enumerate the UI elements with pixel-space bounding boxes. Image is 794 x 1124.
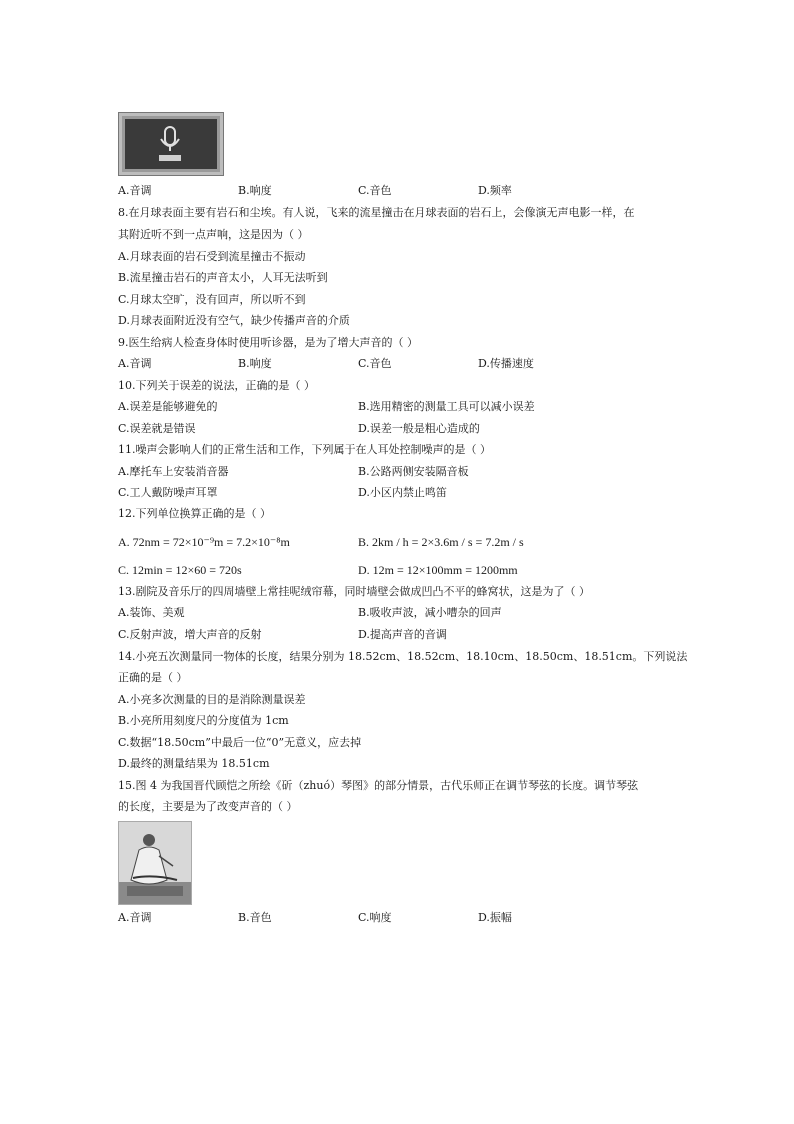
q7-option-b[interactable]: B.响度 <box>238 184 272 197</box>
q14-stem-line2: 正确的是（ ） <box>118 671 188 684</box>
q14-stem-line1: 14.小亮五次测量同一物体的长度，结果分别为 18.52cm、18.52cm、18.10cm、18.50cm、18.51cm。下列说法 <box>118 650 688 663</box>
microphone-icon <box>119 113 223 175</box>
q9-option-a[interactable]: A.音调 <box>118 357 152 370</box>
q15-option-d[interactable]: D.振幅 <box>478 911 512 924</box>
q9-option-b[interactable]: B.响度 <box>238 357 272 370</box>
q11-option-c[interactable]: C.工人戴防噪声耳罩 <box>118 486 218 499</box>
q13-option-d[interactable]: D.提高声音的音调 <box>358 628 447 641</box>
q10-option-c[interactable]: C.误差就是错误 <box>118 422 196 435</box>
q8-stem-line1: 8.在月球表面主要有岩石和尘埃。有人说，飞来的流星撞击在月球表面的岩石上，会像演无声电影一样，在 <box>118 206 635 219</box>
q11-option-d[interactable]: D.小区内禁止鸣笛 <box>358 486 447 499</box>
q10-option-b[interactable]: B.选用精密的测量工具可以减小误差 <box>358 400 535 413</box>
q7-option-c[interactable]: C.音色 <box>358 184 392 197</box>
q15-stem-line2: 的长度，主要是为了改变声音的（ ） <box>118 800 298 813</box>
q15-option-c[interactable]: C.响度 <box>358 911 392 924</box>
q13-option-a[interactable]: A.装饰、美观 <box>118 606 185 619</box>
q8-option-d[interactable]: D.月球表面附近没有空气，缺少传播声音的介质 <box>118 314 350 327</box>
q8-stem-line2: 其附近听不到一点声响，这是因为（ ） <box>118 228 309 241</box>
q9-stem: 9.医生给病人检查身体时使用听诊器，是为了增大声音的（ ） <box>118 336 418 349</box>
q12-option-a[interactable]: A. 72nm = 72×10⁻⁹m = 7.2×10⁻⁸m <box>118 535 290 549</box>
q14-option-d[interactable]: D.最终的测量结果为 18.51cm <box>118 757 270 770</box>
q11-option-b[interactable]: B.公路两侧安装隔音板 <box>358 465 469 478</box>
q12-stem: 12.下列单位换算正确的是（ ） <box>118 507 271 520</box>
q13-option-c[interactable]: C.反射声波，增大声音的反射 <box>118 628 262 641</box>
q8-option-a[interactable]: A.月球表面的岩石受到流星撞击不振动 <box>118 250 306 263</box>
q15-option-b[interactable]: B.音色 <box>238 911 272 924</box>
q12-option-b[interactable]: B. 2km / h = 2×3.6m / s = 7.2m / s <box>358 535 524 549</box>
q14-option-a[interactable]: A.小亮多次测量的目的是消除测量误差 <box>118 693 306 706</box>
q7-option-d[interactable]: D.频率 <box>478 184 512 197</box>
zhuoqin-painting-photo <box>118 821 192 905</box>
q13-option-b[interactable]: B.吸收声波，减小嘈杂的回声 <box>358 606 502 619</box>
q15-stem-line1: 15.图 4 为我国晋代顾恺之所绘《斫（zhuó）琴图》的部分情景，古代乐师正在调节琴弦的长度。调节琴弦 <box>118 779 639 792</box>
q10-option-a[interactable]: A.误差是能够避免的 <box>118 400 218 413</box>
q14-option-c[interactable]: C.数据“18.50cm”中最后一位“0”无意义，应去掉 <box>118 736 362 749</box>
q8-option-c[interactable]: C.月球太空旷，没有回声，所以听不到 <box>118 293 306 306</box>
q7-option-a[interactable]: A.音调 <box>118 184 152 197</box>
q9-option-d[interactable]: D.传播速度 <box>478 357 534 370</box>
q14-option-b[interactable]: B.小亮所用刻度尺的分度值为 1cm <box>118 714 289 727</box>
q13-stem: 13.剧院及音乐厅的四周墙壁上常挂呢绒帘幕，同时墙壁会做成凹凸不平的蜂窝状，这是为了（ ） <box>118 585 590 598</box>
q10-option-d[interactable]: D.误差一般是粗心造成的 <box>358 422 480 435</box>
musician-figure-icon <box>119 822 191 904</box>
microphone-photo <box>118 112 224 176</box>
q11-stem: 11.噪声会影响人们的正常生活和工作，下列属于在人耳处控制噪声的是（ ） <box>118 443 491 456</box>
q11-option-a[interactable]: A.摩托车上安装消音器 <box>118 465 229 478</box>
q15-option-a[interactable]: A.音调 <box>118 911 152 924</box>
q12-option-d[interactable]: D. 12m = 12×100mm = 1200mm <box>358 563 518 577</box>
q10-stem: 10.下列关于误差的说法，正确的是（ ） <box>118 379 315 392</box>
q9-option-c[interactable]: C.音色 <box>358 357 392 370</box>
q8-option-b[interactable]: B.流星撞击岩石的声音太小，人耳无法听到 <box>118 271 328 284</box>
q12-option-c[interactable]: C. 12min = 12×60 = 720s <box>118 563 242 577</box>
